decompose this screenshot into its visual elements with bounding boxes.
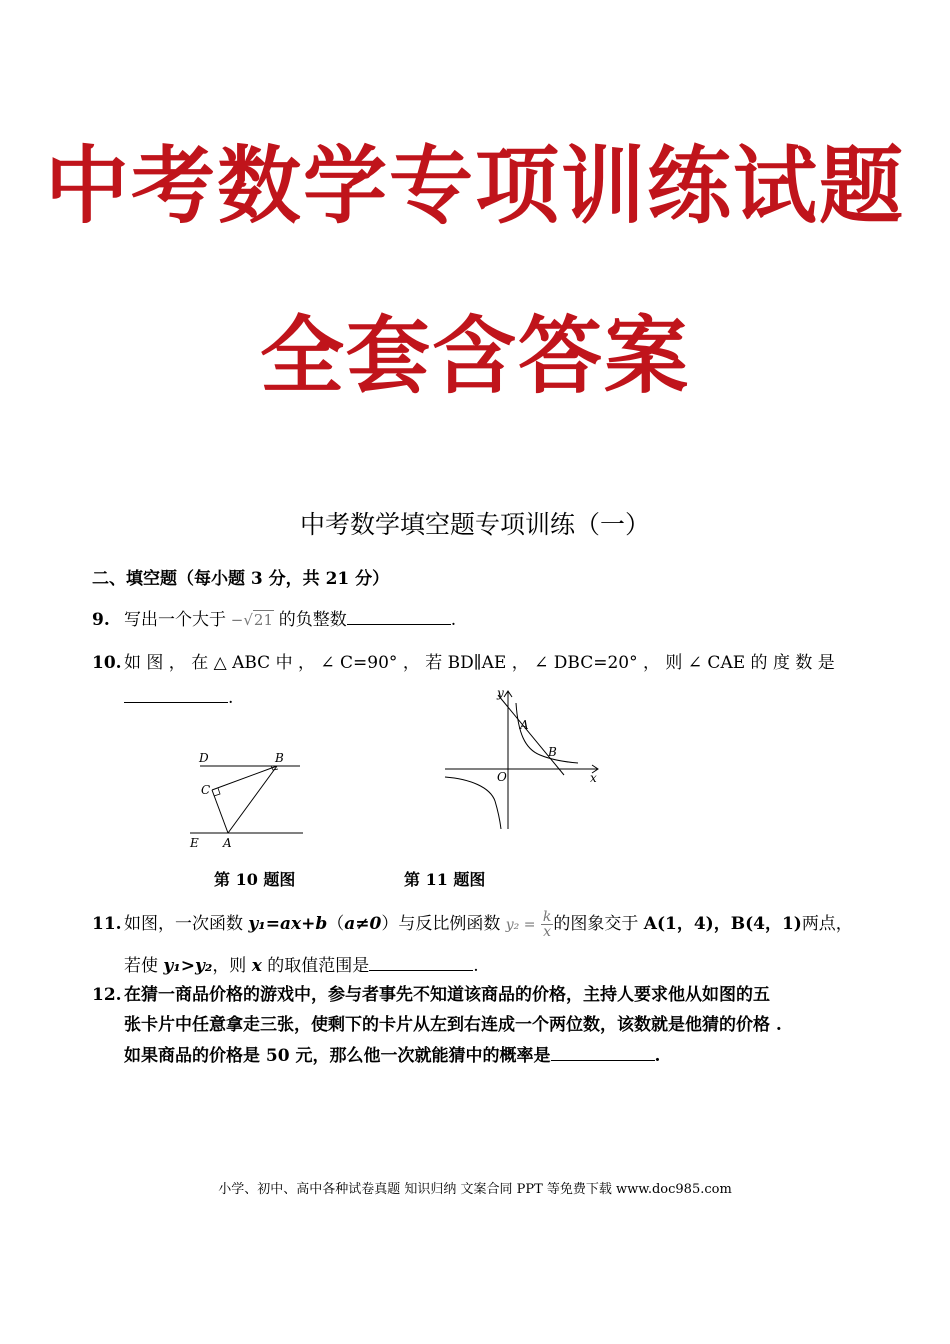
question-12-line2: 张卡片中任意拿走三张，使剩下的卡片从左到右连成一个两位数，该数就是他猜的价格 . xyxy=(124,1015,782,1035)
question-number: 9. xyxy=(92,610,110,630)
label-a: A xyxy=(223,836,232,850)
question-12-line3 xyxy=(124,1042,660,1069)
period: . xyxy=(473,956,479,976)
question-text: 若使 xyxy=(124,956,164,976)
math-a-condition: a≠0 xyxy=(344,914,382,934)
figure-10-diagram xyxy=(185,745,310,855)
points-text: A(1，4)，B(4，1) xyxy=(643,914,802,934)
question-text: ）与反比例函数 xyxy=(381,914,501,934)
question-number: 10. xyxy=(92,653,122,673)
figure-10-caption: 第 10 题图 xyxy=(214,870,296,889)
segment-ba xyxy=(228,766,277,833)
hyperbola-branch-2 xyxy=(445,777,501,829)
question-10 xyxy=(92,650,835,676)
banner-title-line1: 中考数学专项训练试题 xyxy=(44,137,905,235)
question-text: 的负整数 xyxy=(278,610,347,630)
question-text: ，则 xyxy=(212,956,252,976)
label-a: A xyxy=(520,718,529,732)
question-text: 如果商品的价格是 50 元，那么他一次就能猜中的概率是 xyxy=(124,1046,551,1066)
fraction-k-over-x xyxy=(541,910,553,939)
math-x: x xyxy=(251,956,262,976)
label-o: O xyxy=(497,770,507,784)
label-b: B xyxy=(548,745,557,759)
label-d: D xyxy=(199,751,209,765)
question-number: 12. xyxy=(92,985,122,1005)
question-12 xyxy=(92,982,770,1008)
question-10-line2 xyxy=(124,684,233,711)
label-b: B xyxy=(275,751,284,765)
math-y2-lhs: y₂ = xyxy=(505,917,536,933)
label-x: x xyxy=(590,771,597,785)
answer-blank xyxy=(551,1042,655,1061)
figure-11-diagram xyxy=(440,683,605,833)
question-text: 的图象交于 xyxy=(553,914,644,934)
question-text: 两点， xyxy=(801,914,853,934)
fraction-numerator: k xyxy=(542,909,552,925)
period: . xyxy=(450,610,457,630)
question-text: 如 图 ， 在 △ ABC 中 ， ∠ C=90° ， 若 BD∥AE ， ∠ DBC=20° ， 则 ∠ CAE 的 度 数 是 xyxy=(124,653,835,673)
figure-11-caption: 第 11 题图 xyxy=(404,870,486,889)
answer-blank xyxy=(124,684,228,703)
radicand: 21 xyxy=(253,611,273,629)
question-11-line2 xyxy=(124,952,479,979)
question-text: 的取值范围是 xyxy=(261,956,370,976)
answer-blank xyxy=(369,952,473,971)
banner-title-line2: 全套含答案 xyxy=(259,307,690,405)
question-text: 在猜一商品价格的游戏中，参与者事先不知道该商品的价格，主持人要求他从如图的五 xyxy=(124,985,770,1005)
question-number: 11. xyxy=(92,914,122,934)
fraction-denominator: x xyxy=(543,924,552,940)
label-c: C xyxy=(201,783,211,797)
question-11 xyxy=(92,910,853,939)
math-inequality: y₁>y₂ xyxy=(163,956,213,976)
math-expression: −√21 xyxy=(226,611,273,629)
question-text: （ xyxy=(327,914,345,934)
label-y: y xyxy=(497,686,504,700)
question-text: 如图，一次函数 xyxy=(124,914,249,934)
period: . xyxy=(654,1046,661,1066)
section-heading: 二、填空题（每小题 3 分，共 21 分） xyxy=(92,569,390,589)
period: . xyxy=(228,688,234,708)
question-9 xyxy=(92,606,456,633)
label-e: E xyxy=(190,836,199,850)
answer-blank xyxy=(347,606,451,625)
document-title: 中考数学填空题专项训练（一） xyxy=(299,510,650,539)
page-footer: 小学、初中、高中各种试卷真题 知识归纳 文案合同 PPT 等免费下载 www.doc985.com xyxy=(218,1182,732,1197)
segment-ca xyxy=(212,790,228,833)
question-text: 写出一个大于 xyxy=(124,610,226,630)
math-y1-expr: y₁=ax+b xyxy=(248,914,328,934)
segment-bc xyxy=(212,766,277,790)
